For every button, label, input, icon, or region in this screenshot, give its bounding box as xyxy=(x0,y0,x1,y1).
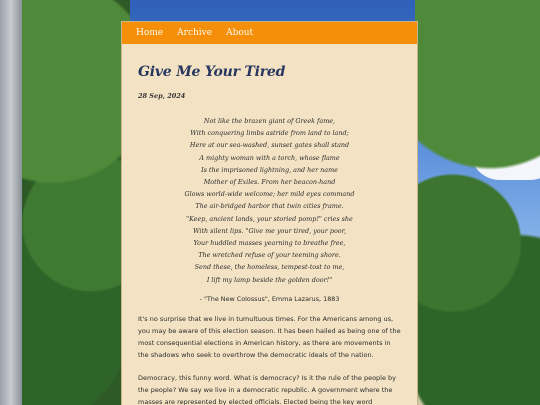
post-content xyxy=(122,64,417,405)
nav-archive-link[interactable]: Archive xyxy=(177,28,213,38)
nav-home-link[interactable]: Home xyxy=(136,28,164,38)
poem-line: The air-bridged harbor that twin cities frame. xyxy=(195,202,344,211)
poem-quote xyxy=(138,115,401,286)
poem-line: "Keep, ancient lands, your storied pomp!" cries she xyxy=(186,214,353,223)
poem-line: Your huddled masses yearning to breathe free, xyxy=(193,239,346,248)
poem-line: A mighty woman with a torch, whose flame xyxy=(199,153,340,162)
tree-right xyxy=(415,0,540,405)
nav-about-link[interactable]: About xyxy=(226,28,254,38)
post-date: 28 Sep, 2024 xyxy=(138,92,186,100)
poem-line: Is the imprisoned lightning, and her name xyxy=(201,165,338,174)
poem-line: With silent lips. "Give me your tired, your poor, xyxy=(192,226,347,235)
poem-line: Glows world-wide welcome; her mild eyes command xyxy=(184,190,355,199)
poem-citation: - "The New Colossus", Emma Lazarus, 1883 xyxy=(199,294,340,303)
poem-line: With conquering limbs astride from land to land; xyxy=(190,129,349,138)
poem-line: Not like the brazen giant of Greek fame, xyxy=(203,117,336,125)
body-paragraph: It's no surprise that we live in tumultuous times. For the Americans among us, you may be aware of this election season. It has been hailed as being one of the most consequential elections in American history, as there are movements in the shadows who seek to overthrow the democratic ideals of the nation. xyxy=(138,314,401,360)
tree-trunk xyxy=(0,0,22,405)
body-paragraph: Democracy, this funny word. What is democracy? Is it the rule of the people by the people? We say we live in a democratic republic. A government where the masses are represented by elected officials. Elected being the key word xyxy=(138,373,397,405)
post-title: Give Me Your Tired xyxy=(138,64,286,80)
poem-line: The wretched refuse of your teeming shore. xyxy=(198,251,341,260)
top-nav xyxy=(122,22,417,44)
content-panel xyxy=(121,21,418,405)
poem-line: I lift my lamp beside the golden door!" xyxy=(206,275,333,284)
poem-line: Send these, the homeless, tempest-tost to me, xyxy=(194,263,345,272)
poem-line: Mother of Exiles. From her beacon-hand xyxy=(203,178,336,187)
poem-line: Here at our sea-washed, sunset gates shall stand xyxy=(189,141,350,150)
